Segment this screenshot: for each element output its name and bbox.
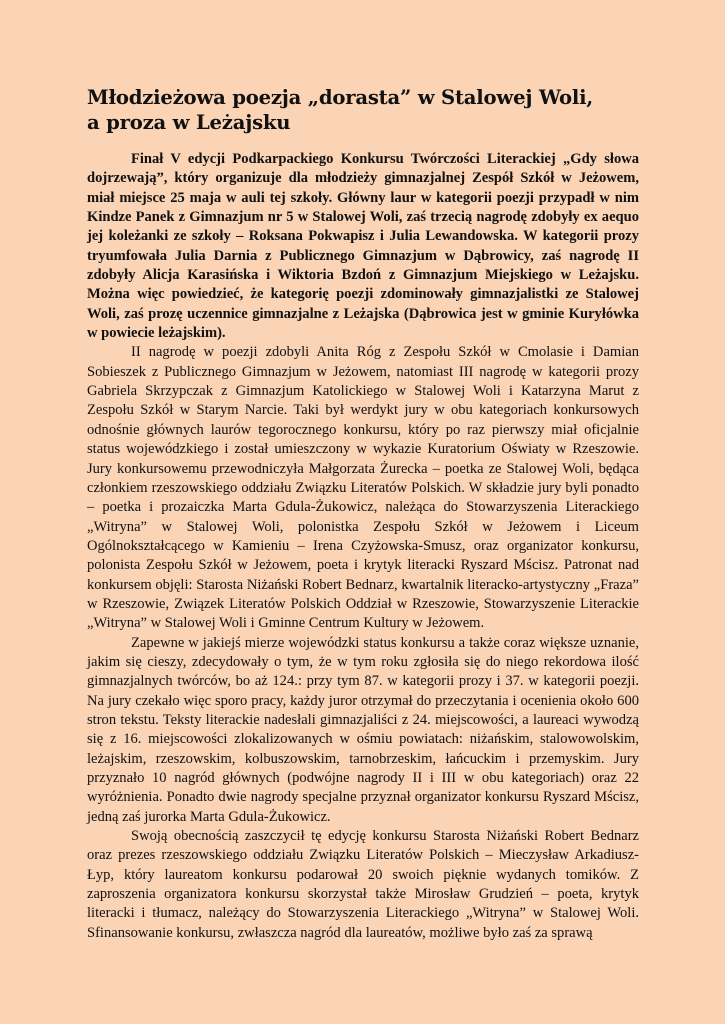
body-paragraph-3: Swoją obecnością zaszczycił tę edycję konkursu Starosta Niżański Robert Bednarz oraz prezes rzeszowskiego oddziału Związku Literatów Polskich – Mieczysław Arkadiusz-Łyp, który laureatom konkursu podarował 20 swoich pięknie wydanych tomików. Z zaproszenia organizatora konkursu skorzystał także Mirosław Grudzień – poeta, krytyk literacki i tłumacz, należący do Stowarzyszenia Literackiego „Witryna” w Stalowej Woli. Sfinansowanie konkursu, zwłaszcza nagród dla laureatów, możliwe było zaś za sprawą xyxy=(87,828,639,941)
title-line-1: Młodzieżowa poezja „dorasta” w Stalowej Woli, xyxy=(87,86,594,109)
body-paragraph-2: Zapewne w jakiejś mierze wojewódzki status konkursu a także coraz większe uznanie, jakim się cieszy, zdecydowały o tym, że w tym roku zgłosiła się do niego rekordowa ilość gimnazjalnych twórców, bo aż 124.: przy tym 87. w kategorii prozy i 37. w kategorii poezji. Na jury czekało więc sporo pracy, każdy juror otrzymał do przeczytania i ocenienia około 600 stron tekstu. Teksty literackie nadesłali gimnazjaliści z 24. miejscowości, a laureaci wywodzą się z 16. miejscowości zlokalizowanych w ośmiu powiatach: niżańskim, stalowowolskim, leżajskim, rzeszowskim, kolbuszowskim, tarnobrzeskim, łańcuckim i przemyskim. Jury przyznało 10 nagród głównych (podwójne nagrody II i III w obu kategoriach) oraz 22 wyróżnienia. Ponadto dwie nagrody specjalne przyznał organizator konkursu Ryszard Mścisz, jedną zaś jurorka Marta Gdula-Żukowicz. xyxy=(87,634,639,825)
article-title xyxy=(87,85,639,135)
title-line-2: a proza w Leżajsku xyxy=(87,111,291,134)
document-page xyxy=(87,85,639,943)
body-paragraph-1: II nagrodę w poezji zdobyli Anita Róg z Zespołu Szkół w Cmolasie i Damian Sobieszek z Publicznego Gimnazjum w Jeżowem, natomiast III nagrodę w kategorii prozy Gabriela Skrzypczak z Gimnazjum Katolickiego w Stalowej Woli i Katarzyna Marut z Zespołu Szkół w Starym Narcie. Taki był werdykt jury w obu kategoriach konkursowych odnośnie głównych laurów tegorocznego konkursu, który po raz pierwszy miał oficjalnie status wojewódzkiego i został umieszczony w wykazie Kuratorium Oświaty w Rzeszowie. Jury konkursowemu przewodniczyła Małgorzata Żurecka – poetka ze Stalowej Woli, będąca członkiem rzeszowskiego oddziału Związku Literatów Polskich. W składzie jury byli ponadto – poetka i prozaiczka Marta Gdula-Żukowicz, należąca do Stowarzyszenia Literackiego „Witryna” w Stalowej Woli, polonistka Zespołu Szkół w Jeżowem i Liceum Ogólnokształcącego w Kamieniu – Irena Czyżowska-Smusz, oraz organizator konkursu, polonista Zespołu Szkół w Jeżowem, poeta i krytyk literacki Ryszard Mścisz. Patronat nad konkursem objęli: Starosta Niżański Robert Bednarz, kwartalnik literacko-artystyczny „Fraza” w Rzeszowie, Związek Literatów Polskich Oddział w Rzeszowie, Stowarzyszenie Literackie „Witryna” w Stalowej Woli i Gminne Centrum Kultury w Jeżowem. xyxy=(87,344,639,632)
lead-paragraph: Finał V edycji Podkarpackiego Konkursu Twórczości Literackiej „Gdy słowa dojrzewają”, który organizuje dla młodzieży gimnazjalnej Zespół Szkół w Jeżowem, miał miejsce 25 maja w auli tej szkoły. Główny laur w kategorii poezji przypadł w nim Kindze Panek z Gimnazjum nr 5 w Stalowej Woli, zaś trzecią nagrodę zdobyły ex aequo jej koleżanki ze szkoły – Roksana Pokwapisz i Julia Lewandowska. W kategorii prozy tryumfowała Julia Darnia z Publicznego Gimnazjum w Dąbrowicy, zaś nagrodę II zdobyły Alicja Karasińska i Wiktoria Bzdoń z Gimnazjum Miejskiego w Leżajsku. Można więc powiedzieć, że kategorię poezji zdominowały gimnazjalistki ze Stalowej Woli, zaś prozę uczennice gimnazjalne z Leżajska (Dąbrowica jest w gminie Kuryłówka w powiecie leżajskim). xyxy=(87,151,639,342)
